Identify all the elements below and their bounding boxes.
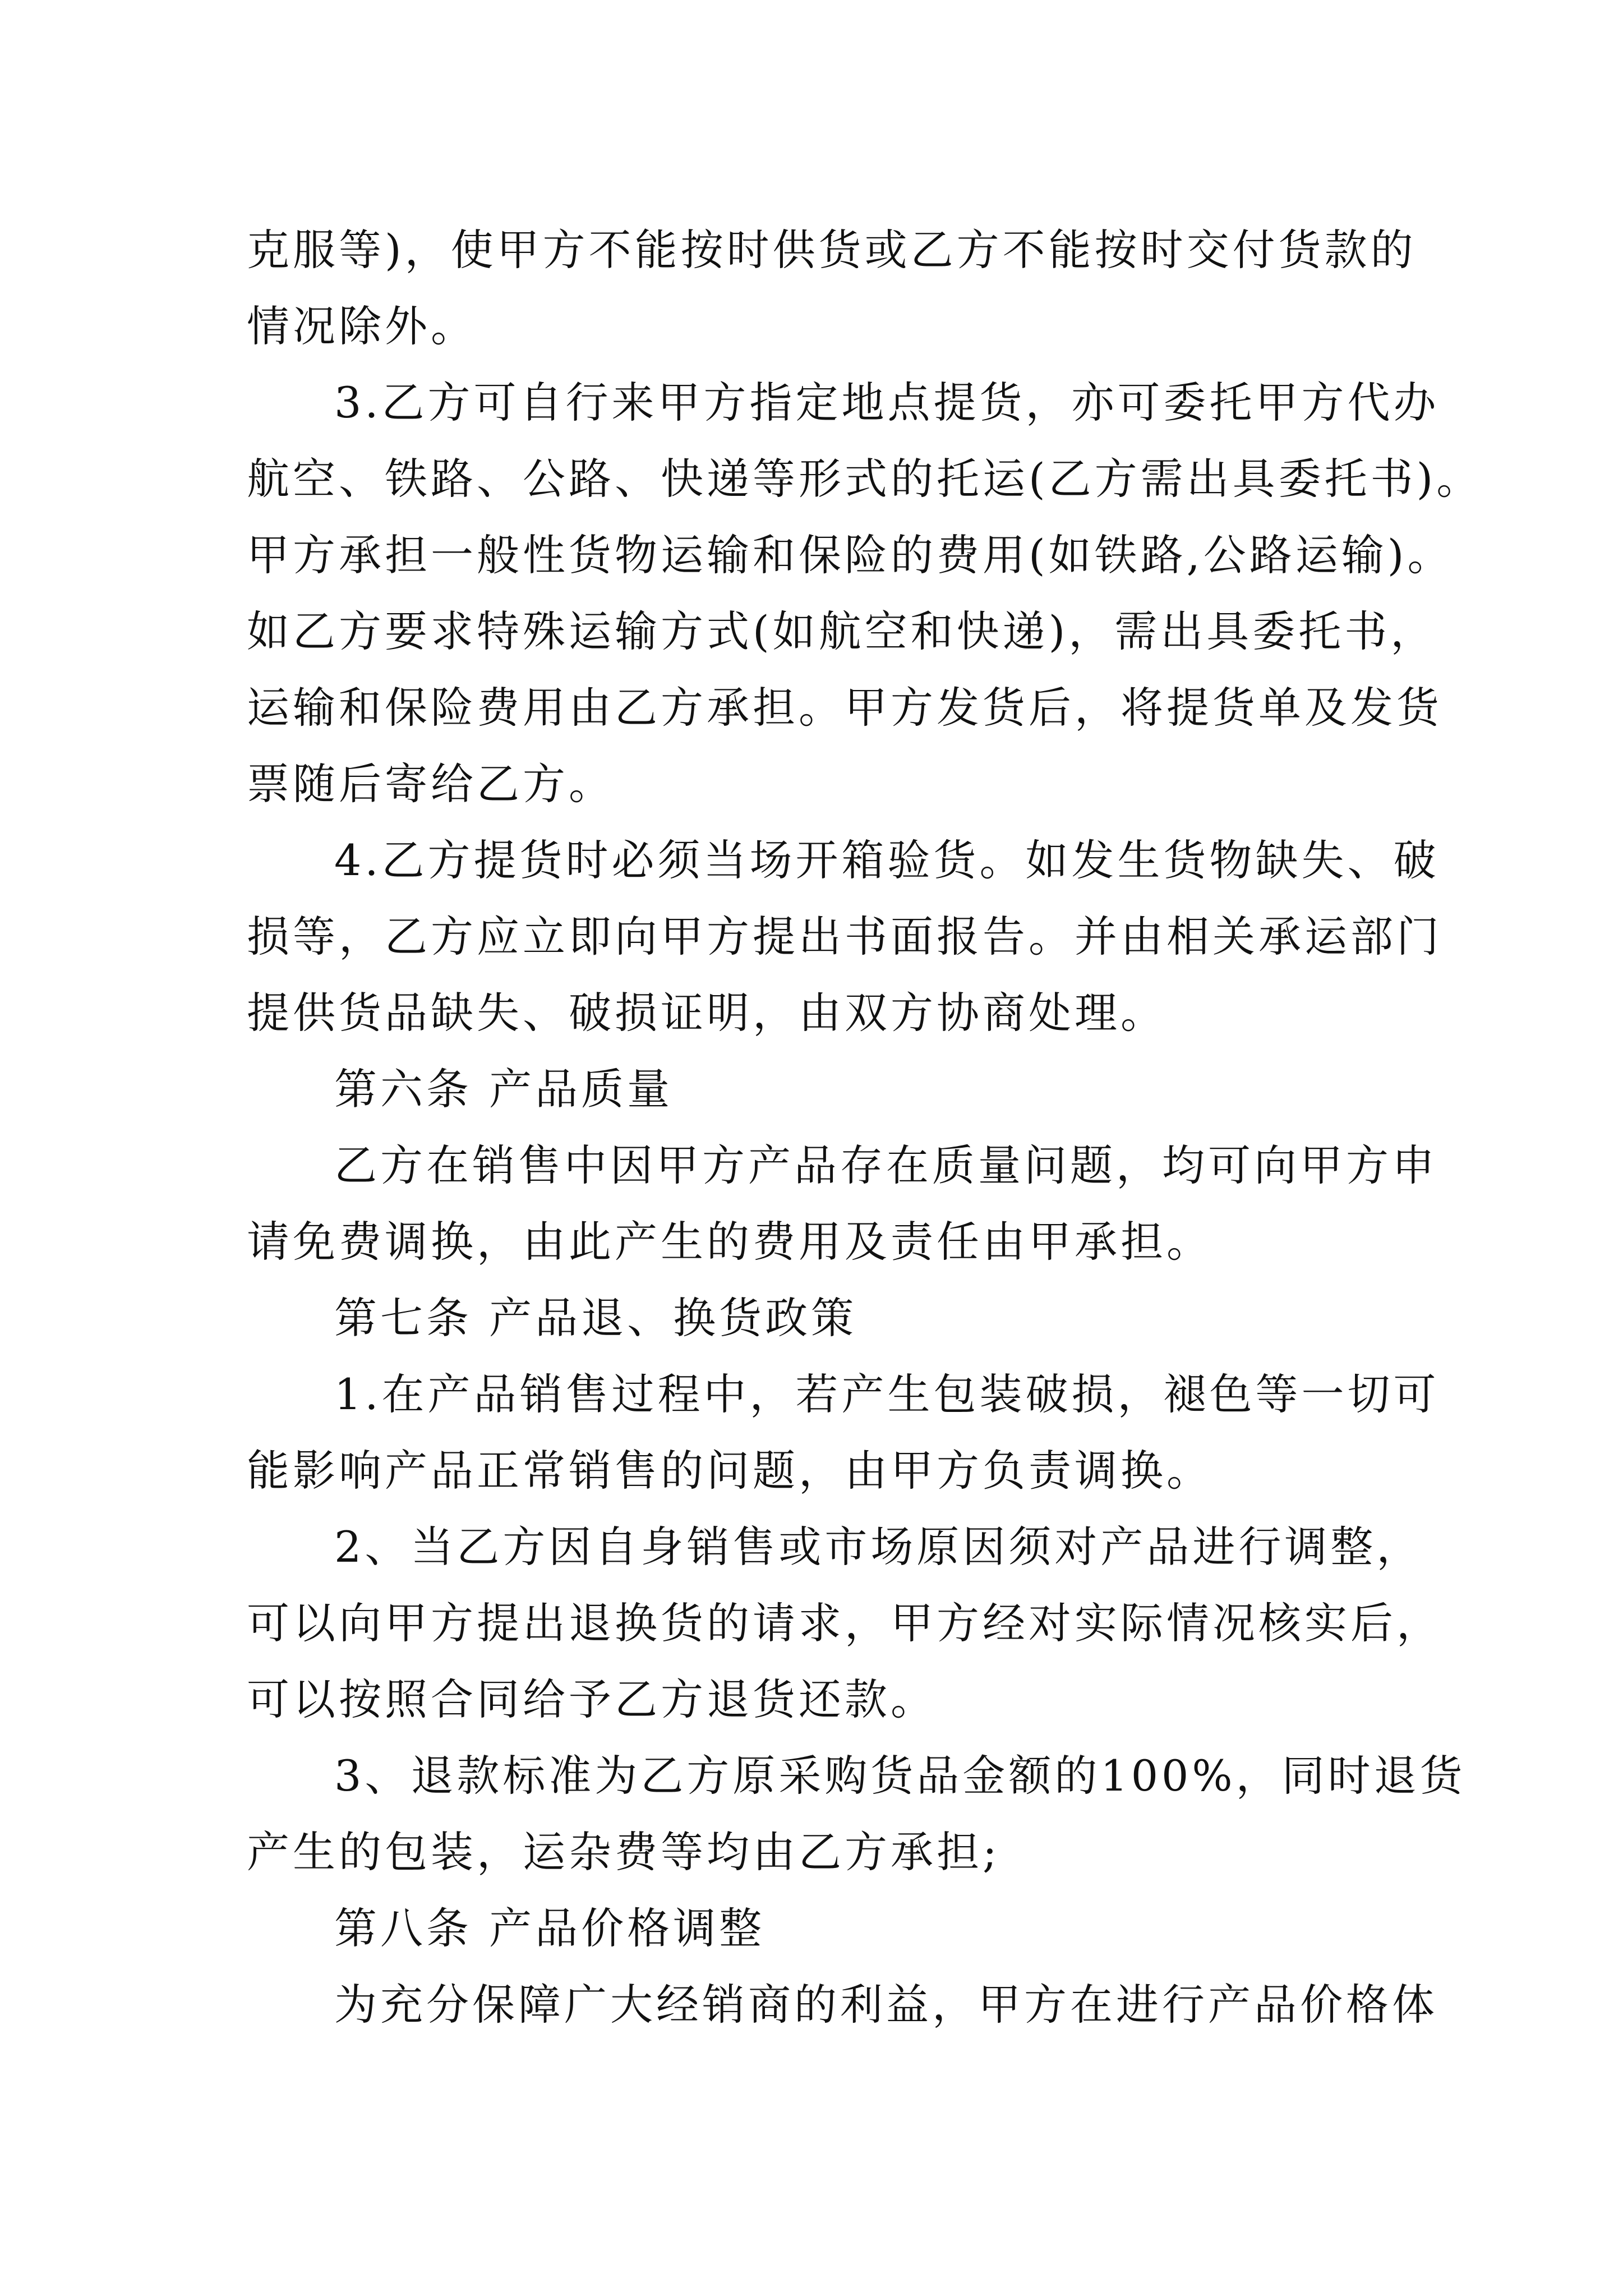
- text-line: 情况除外。: [247, 301, 477, 351]
- text-line: 克服等)，使甲方不能按时供货或乙方不能按时交付货款的: [247, 225, 1417, 275]
- text-line: 第六条 产品质量: [334, 1064, 674, 1114]
- text-line: 请免费调换，由此产生的费用及责任由甲承担。: [247, 1217, 1212, 1267]
- text-line: 可以按照合同给予乙方退货还款。: [247, 1674, 937, 1724]
- text-line: 第七条 产品退、换货政策: [334, 1293, 857, 1343]
- contract-text-body: [247, 212, 1483, 2043]
- text-line: 甲方承担一般性货物运输和保险的费用(如铁路,公路运输)。: [247, 530, 1454, 580]
- text-line: 1.在产品销售过程中，若产生包装破损，褪色等一切可: [334, 1369, 1440, 1419]
- text-line: 3、退款标准为乙方原采购货品金额的100%，同时退货: [334, 1751, 1466, 1801]
- text-line: 航空、铁路、公路、快递等形式的托运(乙方需出具委托书)。: [247, 454, 1483, 504]
- text-line: 第八条 产品价格调整: [334, 1903, 766, 1953]
- text-line: 如乙方要求特殊运输方式(如航空和快递)，需出具委托书，: [247, 606, 1437, 656]
- text-line: 提供货品缺失、破损证明，由双方协商处理。: [247, 988, 1166, 1038]
- text-line: 2、当乙方因自身销售或市场原因须对产品进行调整，: [334, 1522, 1423, 1572]
- text-line: 产生的包装，运杂费等均由乙方承担;: [247, 1827, 1000, 1877]
- text-line: 能影响产品正常销售的问题，由甲方负责调换。: [247, 1446, 1212, 1496]
- text-line: 损等，乙方应立即向甲方提出书面报告。并由相关承运部门: [247, 912, 1442, 961]
- text-line: 可以向甲方提出退换货的请求，甲方经对实际情况核实后，: [247, 1598, 1442, 1648]
- text-line: 乙方在销售中因甲方产品存在质量问题，均可向甲方申: [334, 1140, 1438, 1190]
- text-line: 4.乙方提货时必须当场开箱验货。如发生货物缺失、破: [334, 835, 1440, 885]
- text-line: 为充分保障广大经销商的利益，甲方在进行产品价格体: [334, 1980, 1438, 2030]
- text-line: 票随后寄给乙方。: [247, 759, 615, 809]
- text-line: 3.乙方可自行来甲方指定地点提货，亦可委托甲方代办: [334, 378, 1440, 427]
- text-line: 运输和保险费用由乙方承担。甲方发货后，将提货单及发货: [247, 683, 1442, 733]
